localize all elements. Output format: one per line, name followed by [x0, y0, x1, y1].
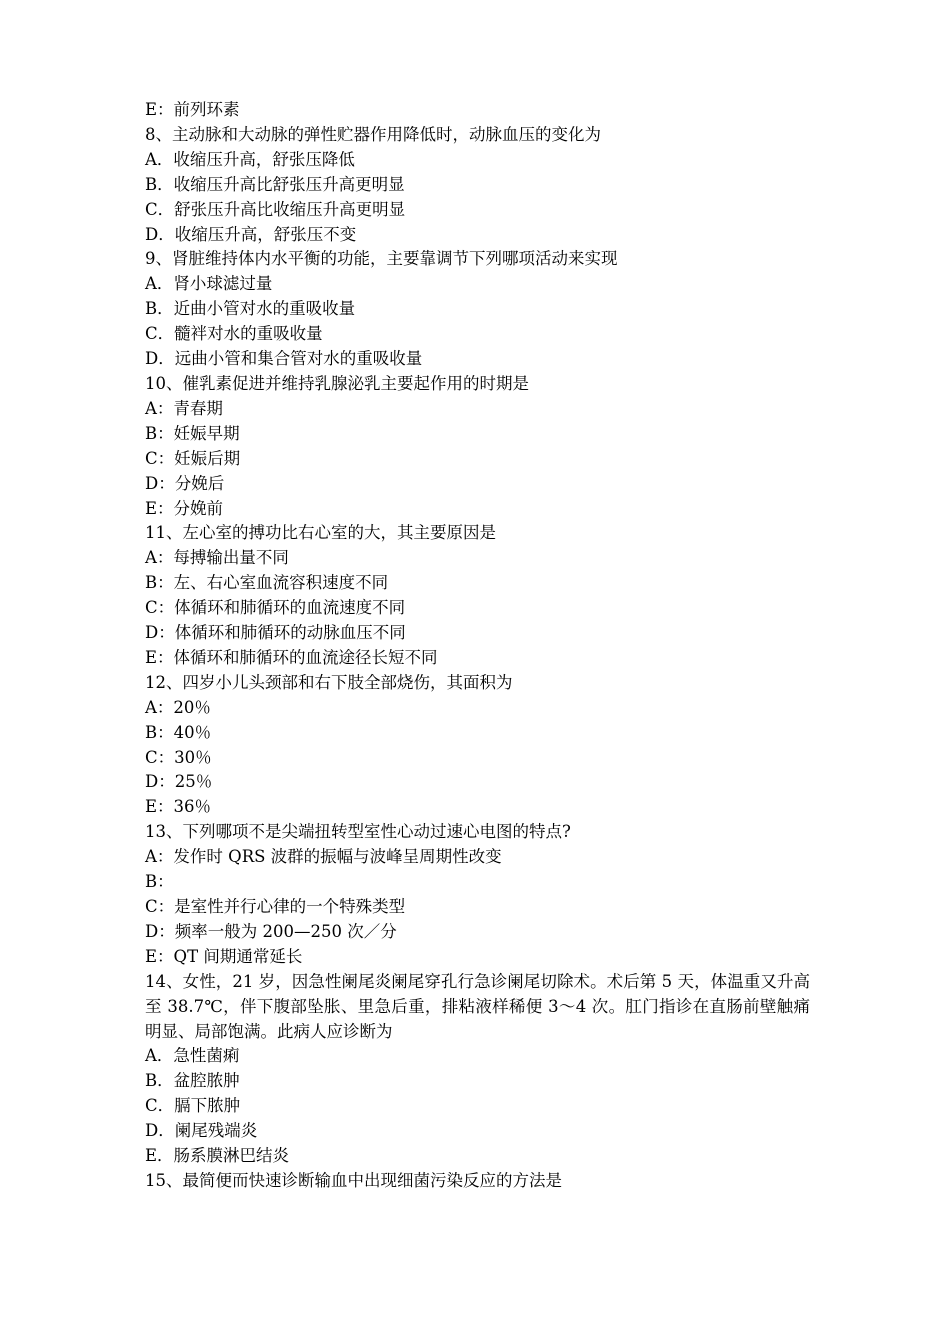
text-line: A：发作时 QRS 波群的振幅与波峰呈周期性改变 — [145, 847, 502, 867]
document-page — [145, 98, 810, 1194]
text-line: B．盆腔脓肿 — [145, 1071, 240, 1091]
text-line: B：妊娠早期 — [145, 423, 240, 443]
text-line: E．肠系膜淋巴结炎 — [145, 1146, 290, 1166]
text-line: 10、催乳素促进并维持乳腺泌乳主要起作用的时期是 — [145, 373, 529, 393]
text-line: C．髓袢对水的重吸收量 — [145, 324, 323, 344]
text-line: B：左、右心室血流容积速度不同 — [145, 573, 389, 593]
text-line: B：40％ — [145, 722, 212, 742]
text-line: A：每搏输出量不同 — [145, 548, 289, 568]
text-line: E：QT 间期通常延长 — [145, 946, 303, 966]
text-line: A．肾小球滤过量 — [145, 274, 273, 294]
text-line: A：青春期 — [145, 398, 223, 418]
text-line: A．收缩压升高，舒张压降低 — [145, 149, 355, 169]
text-line: 15、最简便而快速诊断输血中出现细菌污染反应的方法是 — [145, 1170, 562, 1190]
text-line: C：是室性并行心律的一个特殊类型 — [145, 897, 406, 916]
text-line: 8、主动脉和大动脉的弹性贮器作用降低时，动脉血压的变化为 — [145, 124, 601, 144]
text-line: 11、左心室的搏功比右心室的大，其主要原因是 — [145, 523, 496, 543]
text-line: A：20％ — [145, 697, 211, 717]
text-line: C：妊娠后期 — [145, 448, 241, 468]
text-line: B： — [145, 872, 174, 892]
text-line: D：分娩后 — [145, 473, 225, 493]
text-line: D：25％ — [145, 772, 213, 792]
text-line: C：体循环和肺循环的血流速度不同 — [145, 598, 406, 618]
text-line: D：频率一般为 200—250 次／分 — [145, 921, 397, 941]
text-line: E：体循环和肺循环的血流途径长短不同 — [145, 647, 438, 667]
text-line: A．急性菌痢 — [145, 1046, 240, 1066]
text-line: E：36％ — [145, 797, 212, 817]
text-line: 13、下列哪项不是尖端扭转型室性心动过速心电图的特点? — [145, 822, 571, 842]
text-line: D：体循环和肺循环的动脉血压不同 — [145, 623, 406, 643]
text-block-bottom — [145, 1044, 810, 1193]
text-block-top — [145, 98, 810, 970]
text-line: 12、四岁小儿头颈部和右下肢全部烧伤，其面积为 — [145, 672, 513, 692]
text-line: C．舒张压升高比收缩压升高更明显 — [145, 199, 406, 219]
text-line: B．收缩压升高比舒张压升高更明显 — [145, 174, 405, 194]
text-line: D．远曲小管和集合管对水的重吸收量 — [145, 349, 423, 369]
text-line: C：30％ — [145, 747, 212, 767]
text-line: D．收缩压升高，舒张压不变 — [145, 224, 357, 244]
text-line: C．膈下脓肿 — [145, 1096, 241, 1116]
question-14-stem: 14、女性，21 岁，因急性阑尾炎阑尾穿孔行急诊阑尾切除术。术后第 5 天，体温重又升高至 38.7℃，伴下腹部坠胀、里急后重，排粘液样稀便 3～4 次。肛门指诊在直肠前壁触痛明显、局部饱满。此病人应诊断为 — [145, 971, 810, 1041]
text-line: 9、肾脏维持体内水平衡的功能，主要靠调节下列哪项活动来实现 — [145, 249, 618, 269]
text-line: B．近曲小管对水的重吸收量 — [145, 299, 356, 319]
text-line: E：分娩前 — [145, 498, 224, 518]
text-line: E：前列环素 — [145, 100, 240, 119]
text-line: D．阑尾残端炎 — [145, 1121, 258, 1141]
